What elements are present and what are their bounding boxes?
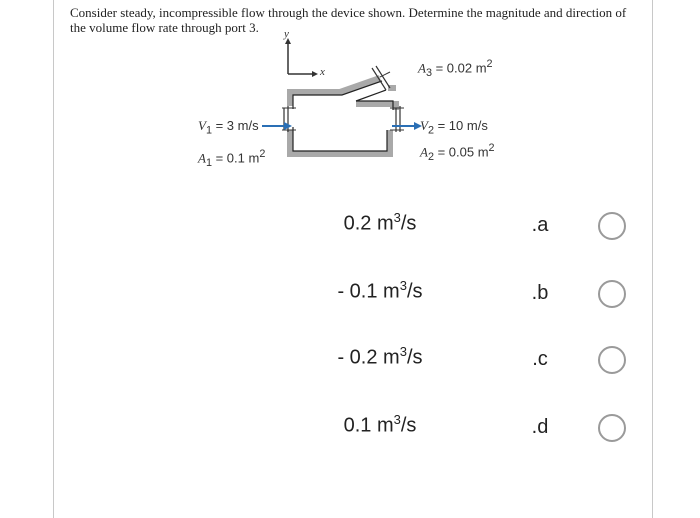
option-c-radio[interactable] xyxy=(598,346,626,374)
port2-velocity-label: $V_2 = 10$ m/s xyxy=(420,118,488,137)
option-c-letter: .c xyxy=(532,348,548,370)
option-c xyxy=(300,344,640,384)
port3-area-label: $A_3 = 0.02$ $m^2$ xyxy=(418,58,493,79)
page-frame-right xyxy=(652,0,653,518)
question-text: Consider steady, incompressible flow through the device shown. Determine the magnitude and direction of the volume flow rate through port 3. xyxy=(70,5,627,35)
page-frame-left xyxy=(53,0,54,518)
option-d xyxy=(300,412,640,452)
option-a xyxy=(300,210,640,250)
option-b-radio[interactable] xyxy=(598,280,626,308)
axis-x-label: x xyxy=(320,66,325,78)
axis-y-label: y xyxy=(284,28,289,40)
option-b-letter: .b xyxy=(531,282,549,304)
port1-area-label: $A_1 = 0.1$ $m^2$ xyxy=(198,148,266,169)
option-a-radio[interactable] xyxy=(598,212,626,240)
option-a-value: 0.2 $m^3/s$ xyxy=(343,210,417,235)
option-b xyxy=(300,278,640,318)
option-d-letter: .d xyxy=(531,416,549,438)
option-c-value: - 0.2 $m^3/s$ xyxy=(337,344,423,369)
option-a-letter: .a xyxy=(531,214,549,236)
option-d-radio[interactable] xyxy=(598,414,626,442)
option-d-value: 0.1 $m^3/s$ xyxy=(343,412,417,437)
port1-velocity-label: $V_1 = 3$ m/s xyxy=(198,118,259,137)
device-diagram xyxy=(150,30,550,170)
option-b-value: - 0.1 $m^3/s$ xyxy=(337,278,423,303)
port2-area-label: $A_2 = 0.05$ $m^2$ xyxy=(420,142,495,163)
